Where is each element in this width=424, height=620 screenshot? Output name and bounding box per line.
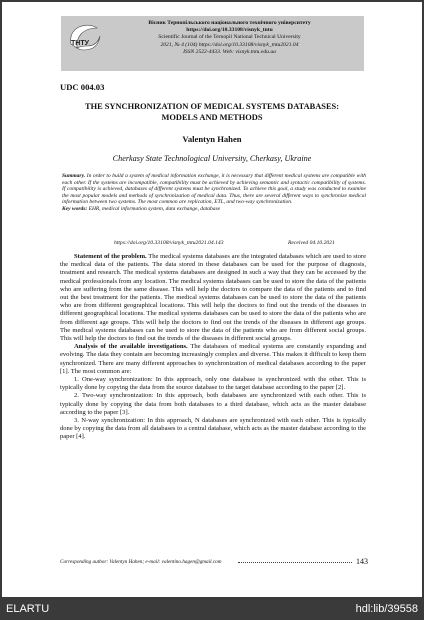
abstract — [62, 173, 366, 213]
paragraph-text: The medical systems databases are the integrated databases which are used to store the medical data of the patients. The data stored in these databases can be used for the purpose of diagnosis, treatment and research. The medical systems databases are designed in such a way that they can be accessed by the medical professionals from any location. The medical systems databases can be used to store the data of the patients who are suffering from the same disease. This will help the doctors to compare the data of the patients and to find out the best treatment for the patients. The medical systems databases can be used to store the data of the patients who are from different geographical locations. This will help the doctors to find out the trends of the diseases in different geographical locations. The medical systems databases can be used to store the data of the patients who are from different age groups. This will help the doctors to find out the trends of the diseases in different age groups. The medical systems databases can be used to store the data of the patients who are from different social groups. This will help the doctors to find out the trends of the diseases in different social groups. — [60, 253, 366, 343]
article-body — [60, 253, 366, 442]
svg-text:ТНТУ: ТНТУ — [71, 40, 89, 47]
journal-page — [2, 2, 422, 597]
paragraph-analysis — [60, 343, 366, 376]
title-line-2: MODELS AND METHODS — [161, 113, 263, 122]
section-label-problem: Statement of the problem. — [74, 253, 147, 260]
paper-title — [42, 101, 382, 123]
article-meta-row — [114, 240, 418, 246]
keywords — [62, 206, 366, 213]
corresponding-author-note: Corresponding author: Valentyn Hahen; e-mail: valentino.hagen@gmail.com — [60, 559, 222, 565]
paragraph-problem-statement — [60, 253, 366, 343]
journal-name-en: Scientific Journal of the Ternopil National Technical University — [158, 34, 301, 41]
section-label-analysis: Analysis of the available investigations. — [74, 343, 188, 351]
issue-info: 2021, № 4 (104) https://doi.org/10.33108/visnyk_tntu2021.04 — [160, 41, 299, 48]
article-doi-link[interactable]: https://doi.org/10.33108/visnyk_tntu2021.04.143 — [114, 240, 224, 246]
footer-dot-leader — [238, 562, 352, 563]
page-footer — [60, 559, 368, 565]
handle-id[interactable]: hdl:lib/39558 — [355, 603, 418, 615]
page-number: 143 — [356, 557, 368, 566]
abstract-text: In order to build a system of medical information exchange, it is necessary that different medical systems are compatible with each other. If the systems are incompatible, compatibility must be achieved by achieving semantic and syntactic compatibility of systems. If compatibility is achieved, databases of different systems must be synchronized. To achieve this goal, a study was conducted to examine the most popular models and methods of synchronization of medical data. Thus, there are several different ways to synchronize medical information between two systems. The most common are replication, ETL, and two-way synchronization. — [62, 173, 366, 206]
issn-info: ISSN 2522-4433. Web: visnyk.tntu.edu.ua — [183, 48, 276, 55]
list-item-two-way: 2. Two-way synchronization: In this approach, both databases are synchronized with each other. This is typically done by copying the data from both databases to a third database, which acts as the master database according to the paper [3]. — [60, 392, 366, 416]
journal-header — [61, 16, 364, 71]
abstract-label: Summary. — [62, 173, 86, 179]
keywords-label: Key words: — [62, 205, 88, 212]
paragraph-text: The databases of medical systems are constantly expanding and evolving. The data they contain are becoming increasingly complex and diverse. This makes it difficult to keep them synchronized. There are many different approaches to synchronization of medical databases according to the paper [1]. The most common are: — [60, 343, 366, 375]
journal-name-ua: Вісник Тернопільського національного технічного університету — [148, 20, 311, 26]
list-item-one-way: 1. One-way synchronization: In this approach, only one database is synchronized with the other. This is typically done by copying the data from the source database to the target database according to the paper [2]. — [60, 376, 366, 392]
author-name: Valentyn Hahen — [182, 134, 242, 144]
list-item-n-way: 3. N-way synchronization: In this approach, N databases are synchronized with each other. This is typically done by copying the data from all databases to a central database, which acts as the master database according to the paper [4]. — [60, 417, 366, 441]
received-date: Received 04.10.2021 — [288, 240, 335, 246]
keywords-text: EHR, medical information system, data exchange, database — [88, 205, 221, 212]
journal-doi-link[interactable]: https://doi.org/10.33108/visnyk_tntu — [186, 27, 273, 34]
udc-code: UDC 004.03 — [60, 82, 105, 92]
title-line-1: THE SYNCHRONIZATION OF MEDICAL SYSTEMS DATABASES: — [84, 102, 339, 111]
author-affiliation: Cherkasy State Technological University, Cherkasy, Ukraine — [112, 154, 312, 163]
repository-name[interactable]: ELARTU — [6, 603, 50, 615]
